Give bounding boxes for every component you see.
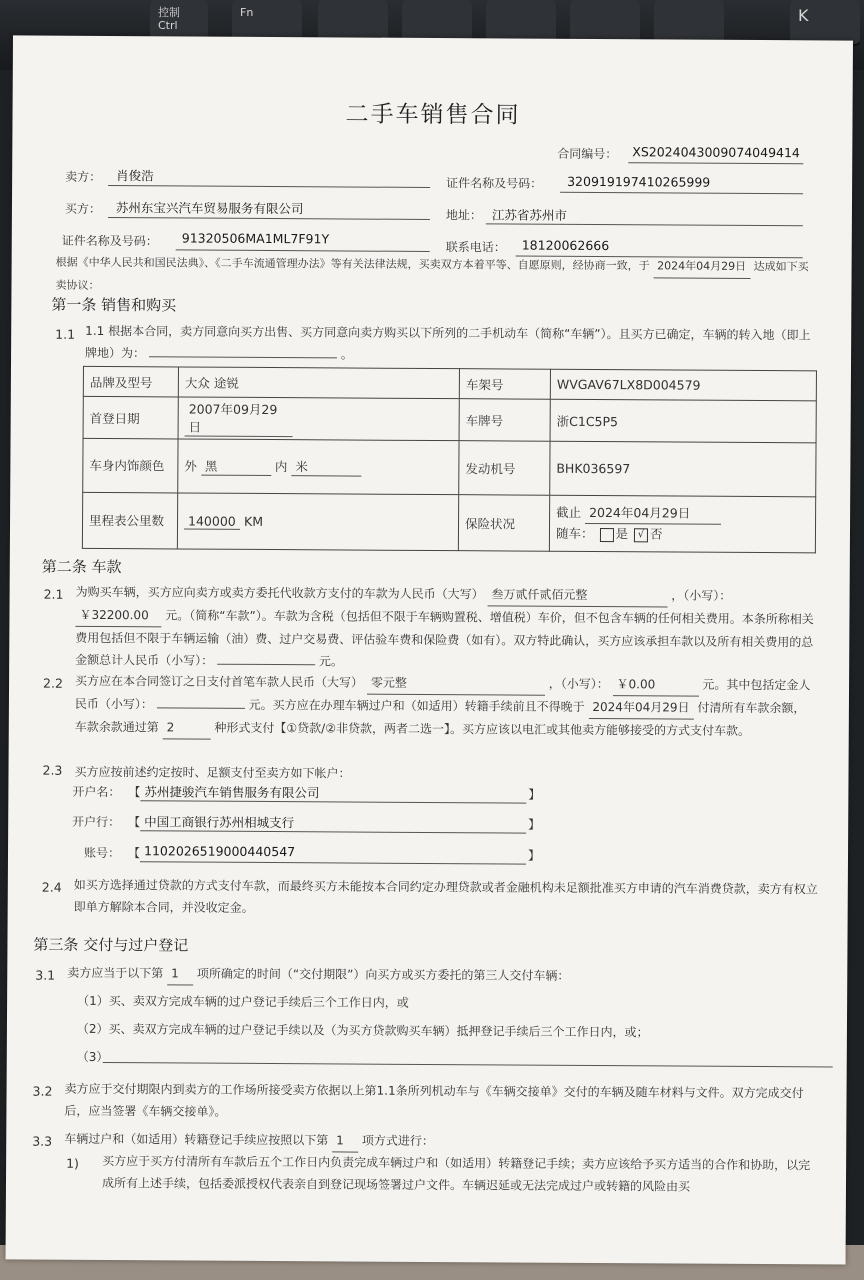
account-name-label: 开户名：: [72, 784, 121, 800]
checkbox-no-label: 否: [649, 526, 663, 542]
insurance-until-value: 2024年04月29日: [585, 503, 721, 525]
clause-2-1-number: 2.1: [43, 586, 64, 602]
payment-method-choice: 2: [163, 716, 211, 739]
ctrl-key: 控制 Ctrl: [150, 0, 208, 44]
clause-3-1-option-2: （2）买、卖双方完成车辆的过户登记手续以及（为买方贷款购买车辆）抵押登记手续后三个工作日内，或；: [76, 1021, 649, 1040]
plate-label: 车牌号: [459, 399, 550, 442]
article-3-title: 第三条 交付与过户登记: [33, 935, 189, 955]
clause-2-2-text-c: 元。其中包括定金人民币（小写）：: [74, 677, 811, 712]
contract-title: 二手车销售合同: [345, 101, 521, 129]
insurance-follow-label: 随车：: [555, 525, 594, 541]
buyer-id: 91320506MA1ML7F91Y: [181, 230, 330, 247]
vehicle-info-table: [82, 366, 817, 553]
clause-3-2-number: 3.2: [32, 1083, 53, 1099]
color-label: 车身内饰颜色: [83, 438, 178, 493]
clause-3-1: [67, 962, 817, 990]
intro-text: 根据《中华人民共和国民法典》、《二手车流通管理办法》等有关法律法规，买卖双方本着平等、自愿原则，经协商一致，于: [55, 255, 650, 273]
buyer-addr: 江苏省苏州市: [491, 207, 567, 223]
clause-2-1-text-a: 为购买车辆，买方应向卖方或卖方委托代收款方支付的车款为人民币（大写）: [75, 584, 484, 602]
clause-1-1: [85, 320, 817, 368]
total-amount-blank: [217, 664, 315, 666]
clause-2-3-number: 2.3: [42, 762, 63, 778]
clause-2-4-text: 如买方选择通过贷款的方式支付车款，而最终买方未能按本合同约定办理贷款或者金融机构未足额批准买方申请的汽车消费贷款，卖方有权立即单方解除本合同，并没收定金。: [73, 877, 818, 915]
clause-2-1-text-d: 元。: [318, 654, 343, 669]
clause-2-2-text-a: 买方应在本合同签订之日支付首笔车款人民币（大写）: [75, 673, 364, 690]
account-no-label: 账号：: [83, 845, 121, 861]
total-price-uppercase: 叁万贰仟贰佰元整: [487, 583, 667, 607]
buyer-id-underline: [176, 249, 430, 252]
bank-bracket-left: 【: [128, 815, 141, 830]
clause-3-1-number: 3.1: [35, 967, 56, 983]
bank-label: 开户行：: [72, 814, 121, 830]
bank-bracket-right: 】: [528, 817, 541, 832]
buyer-underline: [108, 217, 430, 220]
article-1-title: 第一条 销售和购买: [51, 295, 177, 315]
buyer-addr-label: 地址：: [445, 208, 482, 223]
first-reg-value: 2007年09月29日: [185, 399, 293, 437]
account-name-bracket-right: 】: [528, 787, 541, 802]
destination-blank: [149, 356, 337, 358]
brand-label: 品牌及型号: [83, 366, 178, 397]
seller-label: 卖方：: [65, 169, 102, 184]
insurance-label: 保险状况: [458, 495, 549, 552]
article-2-title: 第二条 车款: [41, 557, 122, 577]
account-name: 苏州捷骏汽车销售服务有限公司: [144, 784, 320, 801]
clause-3-3-number: 3.3: [32, 1133, 53, 1149]
checkbox-no[interactable]: √: [634, 528, 648, 542]
intro-text-end: 达成如下买卖协议：: [55, 259, 809, 292]
clause-2-2-text-d: 元。买方应在办理车辆过户和（如适用）转籍手续前且不得晚于: [248, 697, 585, 714]
delivery-item-choice: 1: [167, 962, 193, 985]
clause-1-1-number: 1.1: [55, 326, 76, 342]
total-price-lowercase: ￥32200.00: [75, 604, 161, 628]
account-no: 1102026519000440547: [143, 843, 296, 860]
brand-value: 大众 途锐: [178, 367, 459, 399]
clause-2-2-text-f: 种形式支付【①贷款/②非贷款，两者二选一】。买方应该以电汇或其他卖方能够接受的方式支付车款。: [214, 720, 751, 738]
fn-key: Fn: [232, 0, 302, 44]
contract-no: XS2024043009074049414: [632, 144, 800, 161]
clause-2-4-number: 2.4: [41, 879, 62, 895]
balance-due-date: 2024年04月29日: [588, 696, 693, 720]
contract-no-underline: [628, 162, 803, 164]
first-reg-label: 首登日期: [83, 396, 178, 439]
clause-3-1-text-b: 项所确定的时间（“交付期限”）向买方或买方委托的第三人交付车辆：: [196, 966, 570, 983]
insurance-until-label: 截止: [556, 504, 582, 520]
vin-label: 车架号: [459, 369, 550, 400]
seller-name: 肖俊浩: [116, 168, 154, 184]
account-no-bracket-right: 】: [527, 848, 541, 863]
mileage-label: 里程表公里数: [82, 492, 177, 549]
plate-value: 浙C1C5P5: [550, 399, 816, 443]
seller-underline: [108, 185, 430, 188]
mileage-cell: [177, 493, 458, 551]
key-blank-5: [654, 0, 724, 44]
transfer-item-choice: 1: [332, 1129, 358, 1152]
buyer-id-label: 证件名称及号码：: [61, 233, 158, 249]
account-name-underline: [140, 800, 526, 803]
color-cell: [178, 439, 459, 495]
clause-3-3-text-b: 项方式进行：: [361, 1133, 434, 1149]
account-no-bracket-left: 【: [127, 846, 141, 861]
buyer-addr-underline: [486, 223, 803, 226]
clause-3-3-item-1-number: 1): [66, 1155, 80, 1171]
intro-date: 2024年04月29日: [653, 255, 750, 279]
clause-3-2-text: 卖方应于交付期限内到卖方的工作场所接受卖方依据以上第1.1条所列机动车与《车辆交接单》交付的车辆及随车材料与文件。双方完成交付后，应当签署《车辆交接单》。: [64, 1081, 804, 1119]
clause-2-1-text-b: ，（小写）：: [671, 588, 732, 603]
clause-1-1-text: 1.1 根据本合同，卖方同意向买方出售、买方同意向卖方购买以下所列的二手机动车（简称“车辆”）。且买方已确定，车辆的转入地（即上牌地）为：: [85, 323, 811, 361]
first-payment-lowercase: ￥0.00: [612, 673, 698, 697]
seller-id: 320919197410265999: [567, 173, 711, 190]
clause-3-1-option-1: （1）买、卖双方完成车辆的过户登记手续后三个工作日内，或: [77, 993, 409, 1010]
checkbox-yes-label: 是: [615, 526, 629, 542]
clause-2-2-text-b: ，（小写）：: [548, 676, 609, 692]
seller-id-underline: [560, 192, 803, 194]
clause-1-1-end: 。: [340, 347, 353, 362]
clause-3-1-text-a: 卖方应当于以下第: [67, 965, 164, 981]
account-name-bracket-left: 【: [128, 785, 141, 800]
exterior-value: 黑: [201, 457, 271, 476]
clause-2-2-text-e: 付清所有车款余额，车款余款通过第: [74, 700, 806, 735]
clause-2-2-number: 2.2: [43, 675, 63, 691]
clause-3-3-item-1-text: 买方应于买方付清所有车款后五个工作日内负责完成车辆过户和（如适用）转籍登记手续；卖方应该给予买方适当的合作和协助，以完成所有上述手续，包括委派授权代表亲自到登记现场签署过户文件。车辆迟延或无法完成过户或转籍的风险由买: [101, 1154, 811, 1194]
deposit-blank: [157, 707, 245, 709]
buyer-label: 买方：: [64, 201, 102, 216]
clause-3-3-text-a: 车辆过户和（如适用）转籍登记手续应按照以下第: [64, 1131, 329, 1148]
clause-2-1: [75, 581, 816, 676]
insurance-cell: [549, 495, 815, 553]
contract-no-label: 合同编号：: [557, 146, 618, 162]
exterior-label: 外: [184, 458, 197, 474]
k-key: K: [790, 0, 860, 44]
bank-underline: [140, 830, 526, 833]
vin-value: WVGAV67LX8D004579: [550, 369, 816, 401]
seller-id-label: 证件名称及号码：: [446, 176, 543, 191]
clause-2-1-text-c: 元。（简称“车款”）。车款为含税（包括但不限于车辆购置税、增值税）车价，但不包含车辆的任何相关费用。本条所称相关费用包括但不限于车辆运输（油）费、过户交易费、评估验车费和保险费（如有）。双方特此确认，买方应该承担车款以及所有相关费用的总金额总计人民币（小写）：: [75, 608, 814, 668]
clause-2-2: [75, 670, 815, 744]
contract-page: [6, 35, 853, 1264]
clause-3-1-option-3: （3）: [76, 1049, 109, 1065]
phone: 18120062666: [521, 237, 610, 254]
first-payment-uppercase: 零元整: [367, 672, 545, 696]
key-blank-4: [570, 0, 640, 44]
mileage-value: 140000: [184, 513, 240, 529]
option-3-underline: [103, 1062, 833, 1067]
engine-value: BHK036597: [550, 441, 816, 497]
buyer-name: 苏州东宝兴汽车贸易服务有限公司: [115, 200, 304, 217]
mileage-unit: KM: [243, 513, 264, 529]
first-reg-cell: [178, 397, 459, 441]
checkbox-yes[interactable]: [599, 528, 613, 542]
interior-label: 内: [274, 459, 288, 475]
bank-name: 中国工商银行苏州相城支行: [144, 814, 295, 831]
engine-label: 发动机号: [459, 441, 550, 496]
clause-2-3-text: 买方应按前述约定按时、足额支付至卖方如下帐户：: [74, 764, 351, 781]
phone-label: 联系电话：: [445, 240, 506, 255]
interior-value: 米: [291, 457, 361, 476]
account-no-underline: [140, 861, 526, 864]
